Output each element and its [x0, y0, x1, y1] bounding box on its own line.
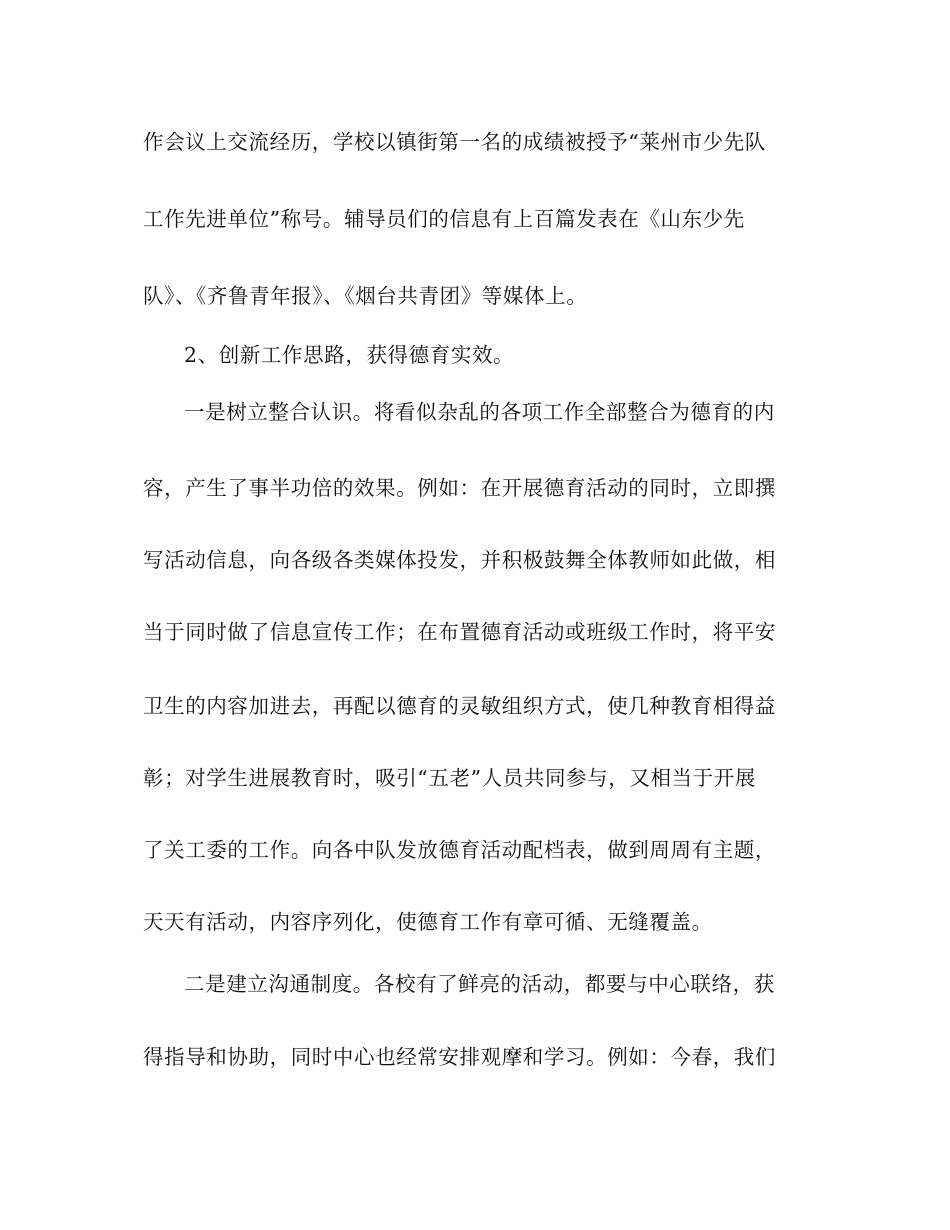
- paragraph-first-line: 二是建立沟通制度。各校有了鲜亮的活动，都要与中心联络，获: [184, 972, 775, 996]
- text-line: 队》、《齐鲁青年报》、《烟台共青团》等媒体上。: [143, 284, 588, 308]
- text-line: 当于同时做了信息宣传工作；在布置德育活动或班级工作时，将平安: [143, 620, 776, 644]
- paragraph-first-line: 一是树立整合认识。将看似杂乱的各项工作全部整合为德育的内: [184, 400, 775, 424]
- text-line: 工作先进单位”称号。辅导员们的信息有上百篇发表在《山东少先: [143, 207, 745, 231]
- text-line: 容，产生了事半功倍的效果。例如：在开展德育活动的同时，立即撰: [143, 476, 776, 500]
- text-line: 天天有活动，内容序列化，使德育工作有章可循、无缝覆盖。: [143, 910, 713, 934]
- text-line: 卫生的内容加进去，再配以德育的灵敏组织方式，使几种教育相得益: [143, 694, 776, 718]
- text-line: 彰；对学生进展教育时，吸引“五老”人员共同参与，又相当于开展: [143, 766, 756, 790]
- text-line: 作会议上交流经历，学校以镇街第一名的成绩被授予“莱州市少先队: [143, 130, 766, 154]
- text-line: 写活动信息，向各级各类媒体投发，并积极鼓舞全体教师如此做，相: [143, 548, 776, 572]
- text-line: 得指导和协助，同时中心也经常安排观摩和学习。例如：今春，我们: [143, 1045, 776, 1069]
- section-heading: 2、创新工作思路，获得德育实效。: [184, 343, 515, 367]
- text-line: 了关工委的工作。向各中队发放德育活动配档表，做到周周有主题，: [143, 838, 776, 862]
